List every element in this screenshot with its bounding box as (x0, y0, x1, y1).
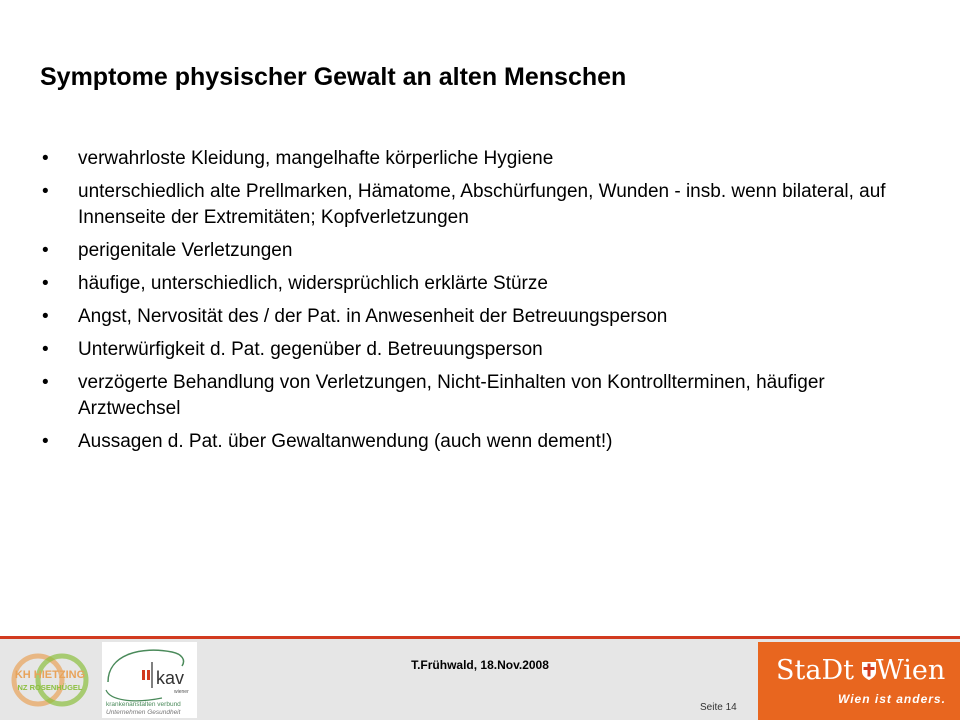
stadt-wien-wordmark (776, 654, 951, 688)
stadt-wien-logo (758, 642, 960, 720)
bullet-item: • perigenitale Verletzungen (40, 238, 920, 264)
page-number-label (700, 702, 737, 713)
kh-hietzing-logo (8, 648, 92, 712)
stadt-right-text: Wien (875, 655, 946, 686)
footer-bar (0, 636, 960, 720)
bullet-list (40, 146, 920, 462)
bullet-item: • verwahrloste Kleidung, mangelhafte körperliche Hygiene (40, 146, 920, 172)
stadt-wordmark-text (776, 654, 945, 688)
bullet-item: • Angst, Nervosität des / der Pat. in Anwesenheit der Betreuungsperson (40, 304, 920, 330)
footer-accent-line (0, 636, 960, 639)
svg-text:NZ ROSENHÜGEL: NZ ROSENHÜGEL (17, 683, 83, 692)
slide-title: Symptome physischer Gewalt an alten Menschen (40, 63, 627, 91)
footer-author-date: T.Frühwald, 18.Nov.2008 (411, 658, 549, 672)
bullet-item: • Unterwürfigkeit d. Pat. gegenüber d. Betreuungsperson (40, 337, 920, 363)
bullet-item: • häufige, unterschiedlich, widersprüchlich erklärte Stürze (40, 271, 920, 297)
svg-text:KH HIETZING: KH HIETZING (14, 669, 86, 681)
stadt-left-text: StaDt (776, 655, 854, 686)
stadt-wien-tagline: Wien ist anders. (838, 692, 946, 706)
svg-text:kav: kav (156, 668, 185, 688)
wien-shield-icon (862, 662, 876, 680)
page-number: 14 (725, 702, 737, 713)
svg-text:krankenanstalten verbund: krankenanstalten verbund (106, 701, 181, 708)
bullet-item: • unterschiedlich alte Prellmarken, Hämatome, Abschürfungen, Wunden - insb. wenn bilateral, auf Innenseite der Extremitäten; Kopfverletzungen (40, 179, 920, 231)
kav-logo (102, 642, 197, 718)
svg-text:Unternehmen Gesundheit: Unternehmen Gesundheit (106, 709, 181, 716)
bullet-item: • Aussagen d. Pat. über Gewaltanwendung (auch wenn dement!) (40, 429, 920, 455)
page-label: Seite (700, 702, 723, 713)
bullet-item: • verzögerte Behandlung von Verletzungen, Nicht-Einhalten von Kontrollterminen, häufiger Arztwechsel (40, 370, 920, 422)
svg-text:wiener: wiener (174, 689, 189, 695)
